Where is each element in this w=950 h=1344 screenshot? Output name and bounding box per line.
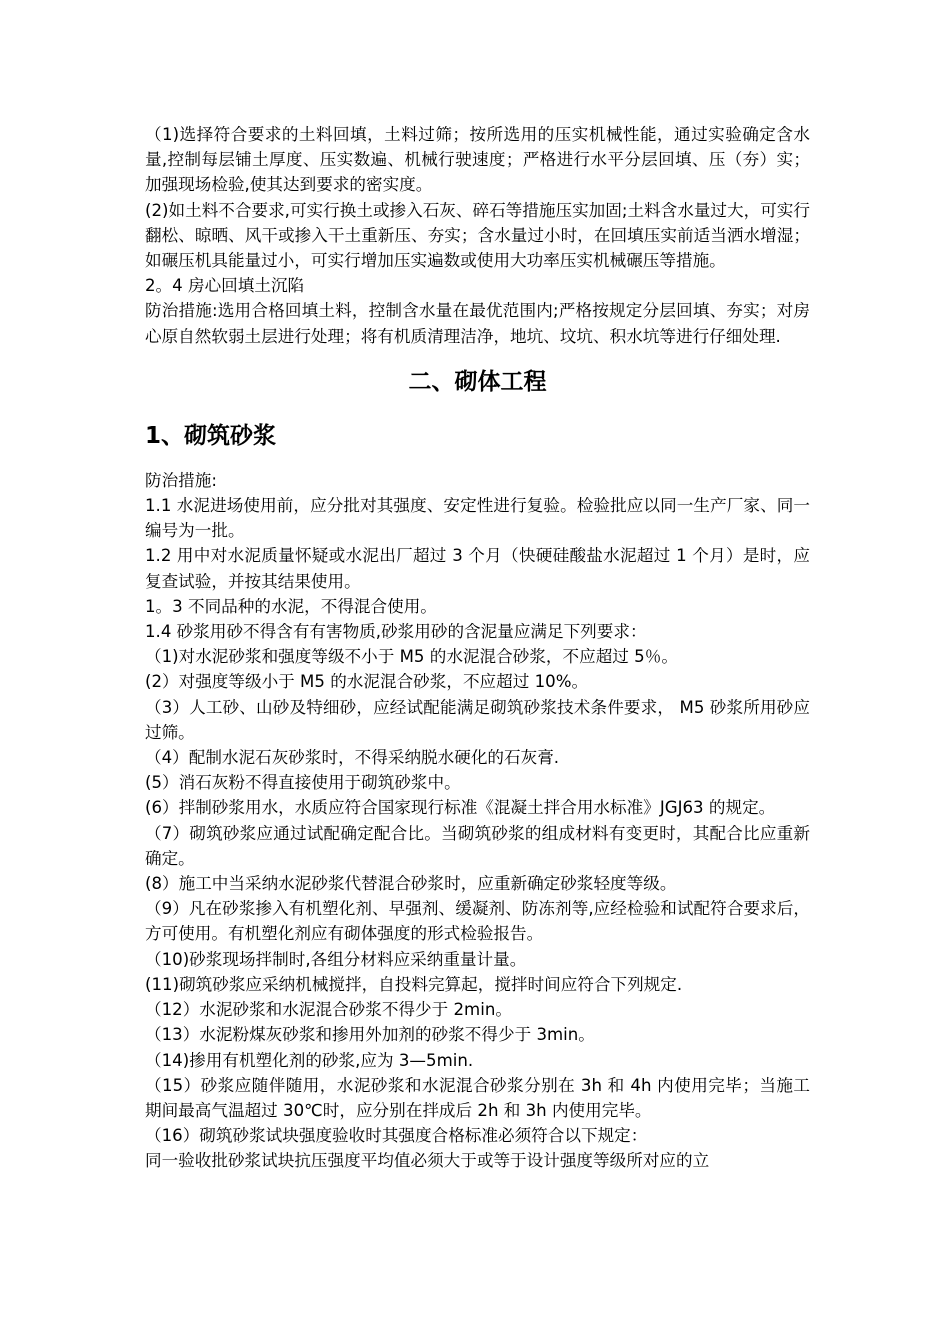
paragraph: （13）水泥粉煤灰砂浆和掺用外加剂的砂浆不得少于 3min。 [145, 1025, 595, 1045]
paragraph: （7）砌筑砂浆应通过试配确定配合比。当砌筑砂浆的组成材料有变更时，其配合比应重新确定。 [145, 823, 810, 868]
paragraph: （10)砂浆现场拌制时,各组分材料应采纳重量计量。 [145, 949, 527, 969]
paragraph: （16）砌筑砂浆试块强度验收时其强度合格标准必须符合以下规定： [145, 1126, 648, 1146]
paragraph: （9）凡在砂浆掺入有机塑化剂、早强剂、缓凝剂、防冻剂等,应经检验和试配符合要求后，方可使用。有机塑化剂应有砌体强度的形式检验报告。 [145, 899, 810, 944]
paragraph: 防治措施:选用合格回填土料，控制含水量在最优范围内;严格按规定分层回填、夯实；对房心原自然软弱土层进行处理；将有机质清理洁净，地坑、坟坑、积水坑等进行仔细处理. [145, 301, 810, 346]
paragraph: （1)对水泥砂浆和强度等级不小于 M5 的水泥混合砂浆，不应超过 5％。 [145, 647, 678, 667]
paragraph: 1.2 用中对水泥质量怀疑或水泥出厂超过 3 个月（快硬硅酸盐水泥超过 1 个月）是时，应复查试验，并按其结果使用。 [145, 546, 810, 591]
section-mortar [145, 468, 810, 1174]
paragraph: (2)如土料不合要求,可实行换土或掺入石灰、碎石等措施压实加固;土料含水量过大，可实行翻松、晾晒、风干或掺入干土重新压、夯实；含水量过小时，在回填压实前适当洒水增湿；如碾压机具能量过小，可实行增加压实遍数或使用大功率压实机械碾压等措施。 [145, 200, 810, 271]
paragraph: （12）水泥砂浆和水泥混合砂浆不得少于 2min。 [145, 1000, 512, 1020]
paragraph: (6）拌制砂浆用水，水质应符合国家现行标准《混凝土拌合用水标准》JGJ63 的规定。 [145, 798, 776, 818]
paragraph: 同一验收批砂浆试块抗压强度平均值必须大于或等于设计强度等级所对应的立 [145, 1151, 710, 1171]
paragraph: 1.1 水泥进场使用前，应分批对其强度、安定性进行复验。检验批应以同一生产厂家、同一编号为一批。 [145, 496, 810, 541]
section-heading: 1、砌筑砂浆 [145, 422, 277, 449]
paragraph: (5）消石灰粉不得直接使用于砌筑砂浆中。 [145, 773, 461, 793]
paragraph: （4）配制水泥石灰砂浆时，不得采纳脱水硬化的石灰膏. [145, 748, 560, 768]
paragraph: （15）砂浆应随伴随用，水泥砂浆和水泥混合砂浆分别在 3h 和 4h 内使用完毕；当施工期间最高气温超过 30℃时，应分别在拌成后 2h 和 3h 内使用完毕。 [145, 1075, 810, 1120]
paragraph: （14)掺用有机塑化剂的砂浆,应为 3—5min. [145, 1050, 474, 1070]
paragraph: (8）施工中当采纳水泥砂浆代替混合砂浆时，应重新确定砂浆轻度等级。 [145, 874, 677, 894]
chapter-title: 二、砌体工程 [408, 368, 547, 395]
subheading: 2。4 房心回填土沉陷 [145, 276, 305, 296]
paragraph: 1.4 砂浆用砂不得含有有害物质,砂浆用砂的含泥量应满足下列要求： [145, 622, 647, 642]
section-backfill [145, 122, 810, 349]
paragraph: （1)选择符合要求的土料回填，土料过筛；按所选用的压实机械性能，通过实验确定含水量,控制每层铺土厚度、压实数遍、机械行驶速度；严格进行水平分层回填、压（夯）实；加强现场检验,使其达到要求的密实度。 [145, 125, 810, 195]
paragraph: （3）人工砂、山砂及特细砂，应经试配能满足砌筑砂浆技术条件要求， M5 砂浆所用砂应过筛。 [145, 697, 810, 742]
paragraph: 防治措施: [145, 470, 217, 490]
paragraph: (2）对强度等级小于 M5 的水泥混合砂浆，不应超过 10%。 [145, 672, 589, 692]
paragraph: (11)砌筑砂浆应采纳机械搅拌，自投料完算起，搅拌时间应符合下列规定. [145, 974, 683, 994]
paragraph: 1。3 不同品种的水泥，不得混合使用。 [145, 596, 437, 616]
